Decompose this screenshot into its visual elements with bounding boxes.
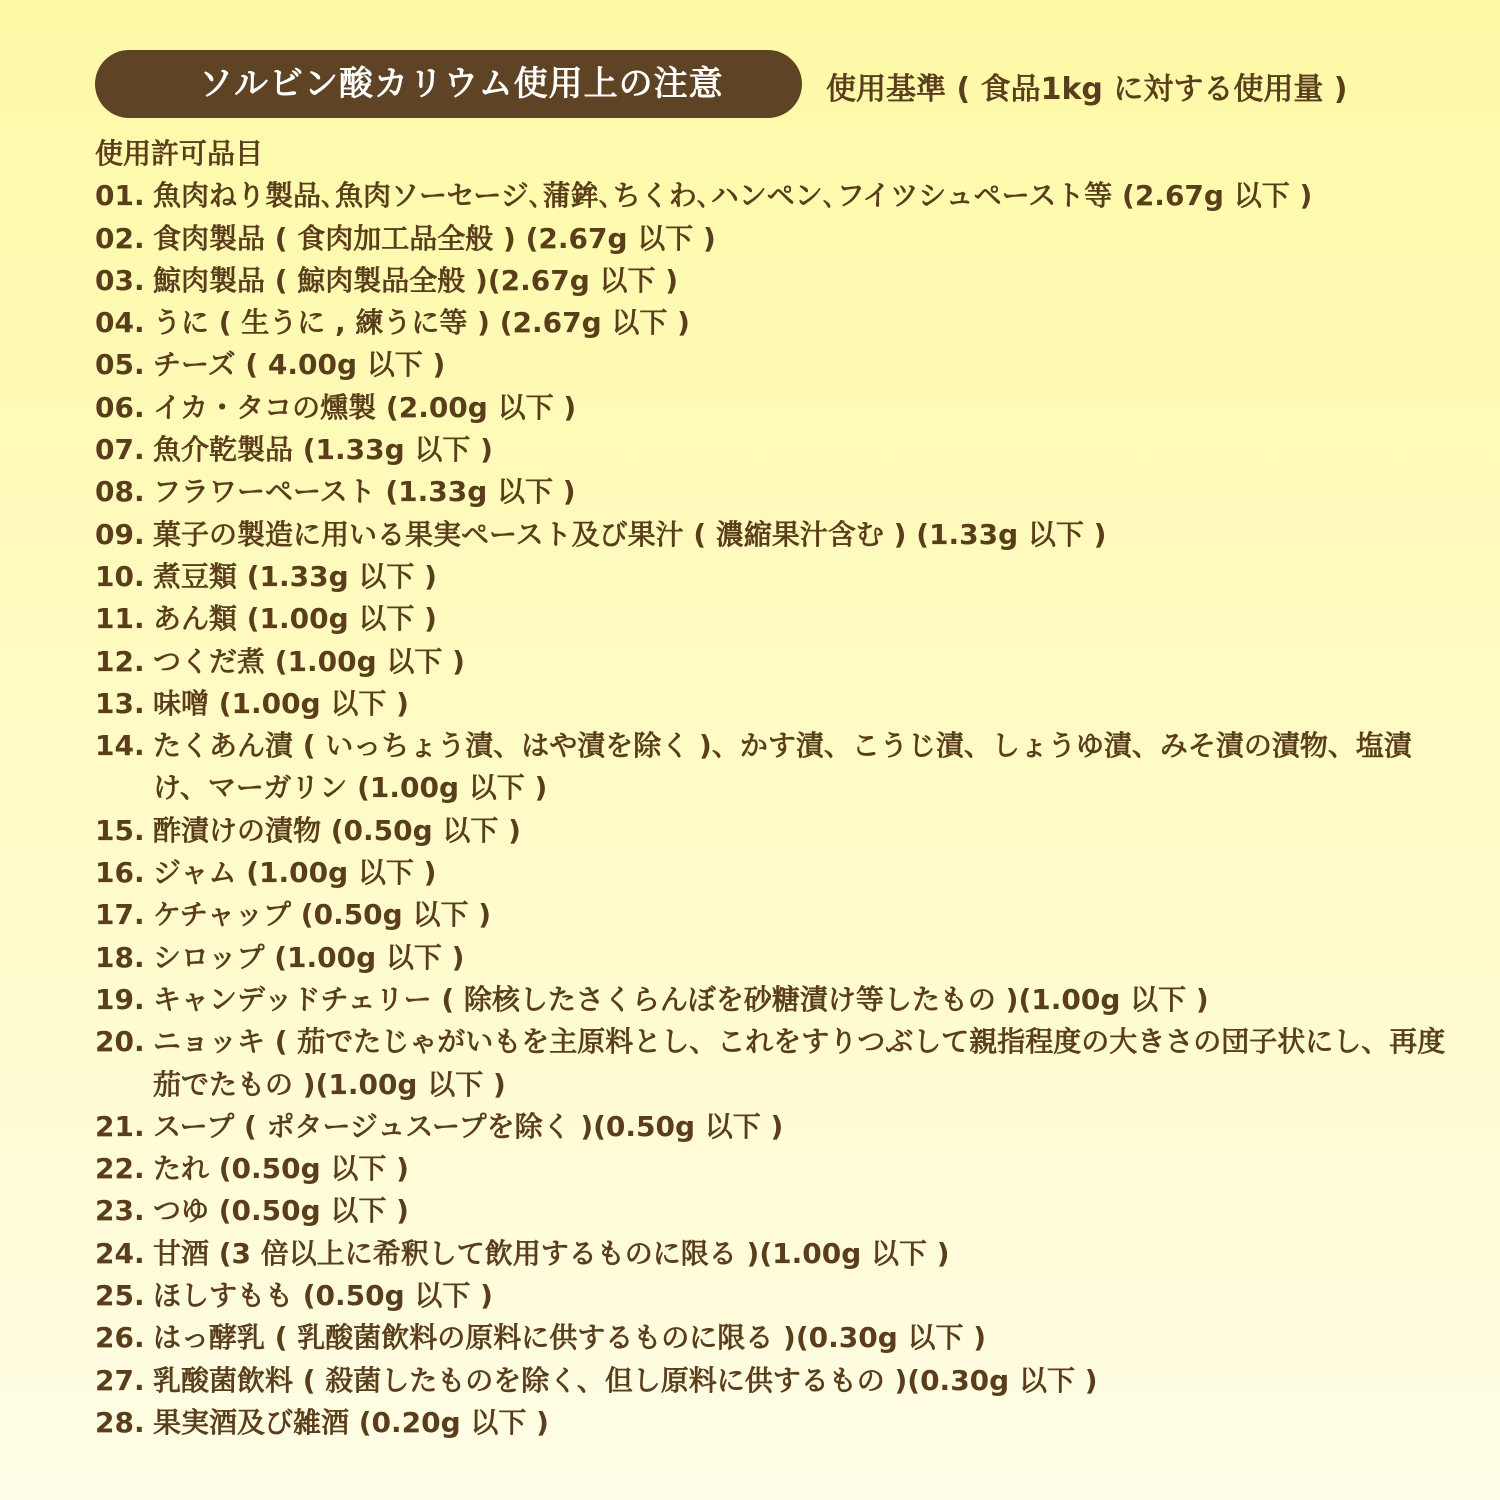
item-text: ほしすもも (0.50g 以下 )	[153, 1279, 493, 1313]
list-item	[95, 1402, 1465, 1444]
item-number: 13.	[95, 686, 145, 720]
list-item	[95, 175, 1465, 217]
item-text: 果実酒及び雑酒 (0.20g 以下 )	[153, 1405, 549, 1439]
list-item	[95, 471, 1465, 513]
item-text: イカ・タコの燻製 (2.00g 以下 )	[153, 390, 577, 424]
item-number: 07.	[95, 433, 145, 467]
list-item	[95, 514, 1465, 556]
permitted-items-list	[95, 175, 1465, 1444]
item-number: 01.	[95, 179, 145, 213]
item-text: 食肉製品 ( 食肉加工品全般 ) (2.67g 以下 )	[153, 221, 716, 255]
title-banner: ソルビン酸カリウム使用上の注意	[95, 50, 802, 118]
item-text: ジャム (1.00g 以下 )	[153, 856, 437, 890]
section-heading: 使用許可品目	[95, 137, 264, 170]
item-number: 11.	[95, 602, 145, 636]
item-number: 19.	[95, 982, 145, 1016]
list-item	[95, 810, 1465, 852]
item-text: 魚肉ねり製品､魚肉ソーセージ､蒲鉾､ちくわ､ハンペン､フイツシュペースト等 (2.67g 以下 )	[153, 179, 1313, 213]
list-item	[95, 1275, 1465, 1317]
list-item	[95, 1106, 1465, 1148]
item-number: 06.	[95, 390, 145, 424]
item-text: フラワーペースト (1.33g 以下 )	[153, 475, 576, 509]
item-number: 20.	[95, 1025, 145, 1059]
usage-standard-label: 使用基準 ( 食品1kg に対する使用量 )	[826, 72, 1348, 107]
list-item	[95, 1317, 1465, 1359]
item-text: ニョッキ ( 茄でたじゃがいもを主原料とし、これをすりつぶして親指程度の大きさの団子状にし、再度茄でたもの )(1.00g 以下 )	[153, 1025, 1446, 1101]
item-text: 酢漬けの漬物 (0.50g 以下 )	[153, 813, 521, 847]
list-item	[95, 1190, 1465, 1232]
permitted-items-section	[95, 133, 1465, 1444]
item-number: 02.	[95, 221, 145, 255]
item-number: 18.	[95, 940, 145, 974]
item-text: 味噌 (1.00g 以下 )	[153, 686, 409, 720]
item-number: 15.	[95, 813, 145, 847]
item-number: 05.	[95, 348, 145, 382]
list-item	[95, 598, 1465, 640]
item-text: キャンデッドチェリー ( 除核したさくらんぼを砂糖漬け等したもの )(1.00g 以下 )	[153, 982, 1209, 1016]
list-item	[95, 725, 1465, 810]
item-number: 12.	[95, 644, 145, 678]
list-item	[95, 852, 1465, 894]
item-number: 14.	[95, 729, 145, 763]
item-number: 21.	[95, 1109, 145, 1143]
list-item	[95, 260, 1465, 302]
item-text: 甘酒 (3 倍以上に希釈して飲用するものに限る )(1.00g 以下 )	[153, 1236, 950, 1270]
list-item	[95, 1021, 1465, 1106]
item-number: 10.	[95, 559, 145, 593]
list-item	[95, 641, 1465, 683]
list-item	[95, 218, 1465, 260]
item-text: たくあん漬 ( いっちょう漬、はや漬を除く )、かす漬、こうじ漬、しょうゆ漬、みそ漬の漬物、塩漬け、マーガリン (1.00g 以下 )	[153, 729, 1412, 805]
item-text: 煮豆類 (1.33g 以下 )	[153, 559, 437, 593]
item-text: ケチャップ (0.50g 以下 )	[153, 898, 492, 932]
item-text: つくだ煮 (1.00g 以下 )	[153, 644, 465, 678]
item-text: 魚介乾製品 (1.33g 以下 )	[153, 433, 493, 467]
item-number: 08.	[95, 475, 145, 509]
item-number: 04.	[95, 306, 145, 340]
item-text: シロップ (1.00g 以下 )	[153, 940, 465, 974]
item-text: 菓子の製造に用いる果実ペースト及び果汁 ( 濃縮果汁含む ) (1.33g 以下 )	[153, 517, 1107, 551]
item-text: たれ (0.50g 以下 )	[153, 1152, 409, 1186]
item-number: 17.	[95, 898, 145, 932]
item-text: スープ ( ポタージュスープを除く )(0.50g 以下 )	[153, 1109, 784, 1143]
list-item	[95, 1233, 1465, 1275]
item-number: 22.	[95, 1152, 145, 1186]
list-item	[95, 429, 1465, 471]
item-number: 24.	[95, 1236, 145, 1270]
item-number: 23.	[95, 1194, 145, 1228]
item-number: 25.	[95, 1279, 145, 1313]
list-item	[95, 387, 1465, 429]
item-number: 26.	[95, 1321, 145, 1355]
list-item	[95, 937, 1465, 979]
item-number: 28.	[95, 1405, 145, 1439]
item-number: 27.	[95, 1363, 145, 1397]
item-text: はっ酵乳 ( 乳酸菌飲料の原料に供するものに限る )(0.30g 以下 )	[153, 1321, 987, 1355]
list-item	[95, 683, 1465, 725]
list-item	[95, 344, 1465, 386]
item-number: 16.	[95, 856, 145, 890]
item-text: つゆ (0.50g 以下 )	[153, 1194, 409, 1228]
item-number: 09.	[95, 517, 145, 551]
item-text: あん類 (1.00g 以下 )	[153, 602, 437, 636]
list-item	[95, 556, 1465, 598]
list-item	[95, 1360, 1465, 1402]
item-number: 03.	[95, 263, 145, 297]
item-text: 乳酸菌飲料 ( 殺菌したものを除く、但し原料に供するもの )(0.30g 以下 )	[153, 1363, 1098, 1397]
item-text: うに ( 生うに , 練うに等 ) (2.67g 以下 )	[153, 306, 690, 340]
list-item	[95, 979, 1465, 1021]
list-item	[95, 302, 1465, 344]
list-item	[95, 1148, 1465, 1190]
item-text: 鯨肉製品 ( 鯨肉製品全般 )(2.67g 以下 )	[153, 263, 679, 297]
list-item	[95, 894, 1465, 936]
item-text: チーズ ( 4.00g 以下 )	[153, 348, 446, 382]
